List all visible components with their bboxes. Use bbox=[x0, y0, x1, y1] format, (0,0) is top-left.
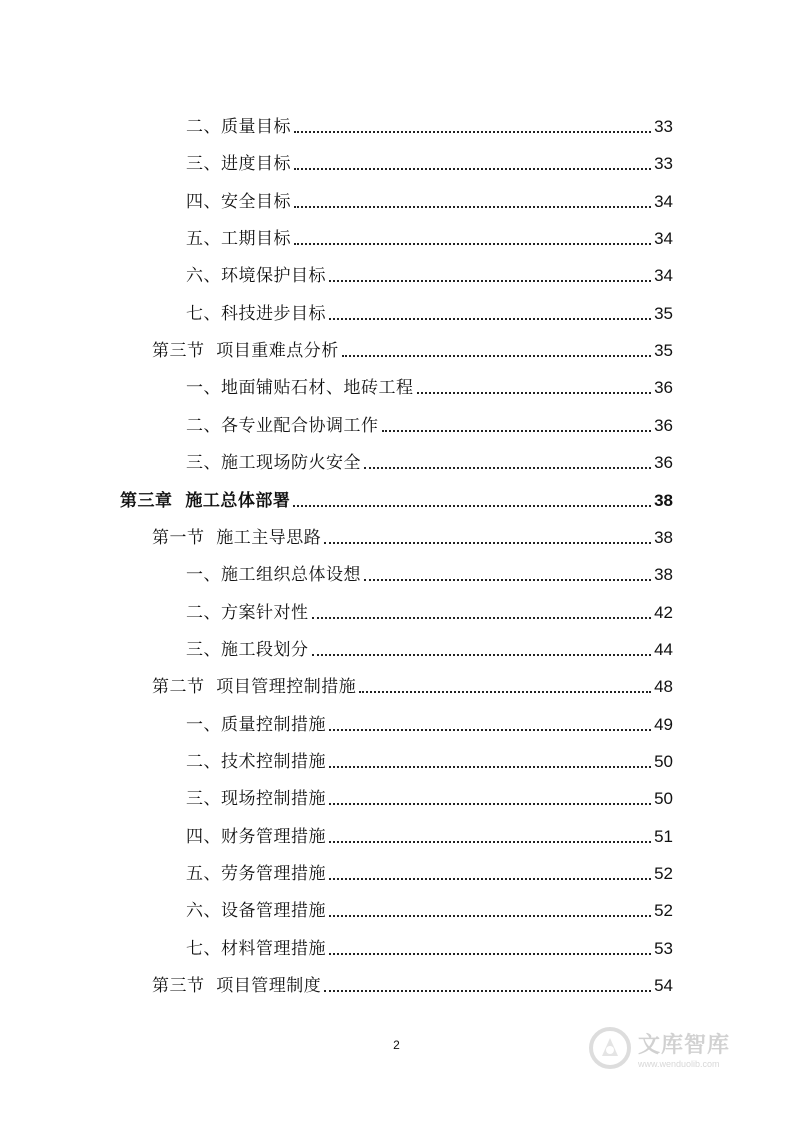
toc-entry-page: 52 bbox=[654, 901, 673, 921]
toc-entry-title: 六、设备管理措施 bbox=[186, 901, 326, 922]
toc-entry-page: 53 bbox=[654, 938, 673, 958]
toc-entry-title: 三、施工段划分 bbox=[186, 639, 309, 660]
toc-entry-title: 二、各专业配合协调工作 bbox=[186, 415, 379, 436]
toc-entry-page: 54 bbox=[654, 976, 673, 996]
toc-dot-leader bbox=[329, 766, 651, 768]
toc-dot-leader bbox=[294, 131, 651, 133]
toc-entry[interactable] bbox=[186, 250, 673, 287]
toc-entry[interactable] bbox=[152, 661, 673, 698]
toc-entry[interactable] bbox=[186, 699, 673, 736]
toc-entry[interactable] bbox=[120, 475, 673, 512]
toc-entry-title: 五、劳务管理措施 bbox=[186, 864, 326, 884]
toc-entry-title: 三、进度目标 bbox=[186, 154, 291, 175]
toc-entry-page: 38 bbox=[654, 527, 673, 547]
toc-entry[interactable] bbox=[186, 101, 673, 138]
toc-entry-page: 52 bbox=[654, 864, 673, 883]
toc-dot-leader bbox=[329, 915, 651, 917]
toc-entry-page: 50 bbox=[654, 751, 673, 771]
toc-entry[interactable] bbox=[186, 176, 673, 213]
toc-entry-title: 五、工期目标 bbox=[186, 229, 291, 250]
toc-dot-leader bbox=[312, 654, 652, 656]
toc-entry-title: 一、质量控制措施 bbox=[186, 714, 326, 735]
toc-entry[interactable] bbox=[152, 325, 673, 362]
toc-dot-leader bbox=[324, 990, 651, 992]
toc-entry-title: 四、财务管理措施 bbox=[186, 826, 326, 847]
toc-entry-title: 二、质量目标 bbox=[186, 117, 291, 137]
toc-entry-page: 38 bbox=[654, 490, 673, 510]
toc-entry-page: 36 bbox=[654, 453, 673, 473]
toc-entry-title: 三、施工现场防火安全 bbox=[186, 453, 361, 474]
toc-entry-page: 34 bbox=[654, 266, 673, 286]
toc-entry-page: 48 bbox=[654, 677, 673, 697]
toc-entry-page: 33 bbox=[654, 117, 673, 136]
toc-entry-page: 50 bbox=[654, 789, 673, 809]
toc-entry[interactable] bbox=[186, 811, 673, 848]
toc-entry-page: 33 bbox=[654, 154, 673, 174]
toc-entry-page: 35 bbox=[654, 303, 673, 323]
toc-entry-title: 第三节 项目重难点分析 bbox=[152, 341, 339, 362]
toc-dot-leader bbox=[324, 542, 651, 544]
toc-entry[interactable] bbox=[186, 885, 673, 922]
toc-entry[interactable] bbox=[186, 437, 673, 474]
toc-entry[interactable] bbox=[186, 400, 673, 437]
toc-entry-page: 36 bbox=[654, 378, 673, 398]
toc-dot-leader bbox=[329, 953, 651, 955]
toc-entry-page: 38 bbox=[654, 565, 673, 585]
toc-entry-page: 49 bbox=[654, 714, 673, 734]
toc-entry[interactable] bbox=[186, 288, 673, 325]
watermark bbox=[588, 1022, 778, 1074]
toc-dot-leader bbox=[329, 318, 651, 320]
watermark-logo-icon bbox=[588, 1026, 632, 1070]
toc-entry-title: 三、现场控制措施 bbox=[186, 789, 326, 810]
toc-entry-title: 一、地面铺贴石材、地砖工程 bbox=[186, 378, 414, 399]
toc-entry-page: 35 bbox=[654, 341, 673, 361]
page-number: 2 bbox=[393, 1038, 400, 1052]
toc-dot-leader bbox=[382, 430, 652, 432]
watermark-url: www.wenduolib.com bbox=[638, 1058, 720, 1069]
toc-entry-page: 34 bbox=[654, 229, 673, 249]
toc-dot-leader bbox=[329, 878, 651, 880]
toc-dot-leader bbox=[329, 803, 651, 805]
toc-entry-title: 四、安全目标 bbox=[186, 191, 291, 212]
toc-dot-leader bbox=[364, 579, 651, 581]
toc-entry[interactable] bbox=[186, 848, 673, 885]
toc-entry-title: 二、方案针对性 bbox=[186, 602, 309, 623]
toc-entry[interactable] bbox=[186, 138, 673, 175]
toc-entry-page: 44 bbox=[654, 639, 673, 659]
toc-dot-leader bbox=[342, 355, 651, 357]
toc-entry-title: 六、环境保护目标 bbox=[186, 266, 326, 287]
toc-entry[interactable] bbox=[186, 923, 673, 960]
toc-dot-leader bbox=[312, 617, 652, 619]
toc-entry-title: 一、施工组织总体设想 bbox=[186, 565, 361, 586]
toc-dot-leader bbox=[359, 691, 651, 693]
toc-dot-leader bbox=[294, 168, 651, 170]
toc-dot-leader bbox=[293, 505, 651, 507]
toc-entry-page: 34 bbox=[654, 191, 673, 211]
toc-dot-leader bbox=[417, 392, 652, 394]
toc-entry-title: 第三章 施工总体部署 bbox=[120, 490, 291, 511]
toc-dot-leader bbox=[294, 206, 651, 208]
toc-dot-leader bbox=[329, 729, 651, 731]
toc-entry-title: 第二节 项目管理控制措施 bbox=[152, 677, 357, 698]
toc-dot-leader bbox=[329, 841, 651, 843]
toc-entry-title: 七、材料管理措施 bbox=[186, 938, 326, 959]
toc-entry-title: 二、技术控制措施 bbox=[186, 751, 326, 772]
toc-entry[interactable] bbox=[186, 736, 673, 773]
toc-entry-title: 第三节 项目管理制度 bbox=[152, 976, 322, 997]
toc-entry[interactable] bbox=[186, 587, 673, 624]
toc-entry[interactable] bbox=[186, 362, 673, 399]
toc-entry-page: 42 bbox=[654, 602, 673, 622]
toc-dot-leader bbox=[294, 243, 651, 245]
toc-entry[interactable] bbox=[152, 512, 673, 549]
toc-entry[interactable] bbox=[186, 213, 673, 250]
toc-dot-leader bbox=[364, 467, 651, 469]
toc-entry[interactable] bbox=[186, 549, 673, 586]
toc-entry[interactable] bbox=[186, 624, 673, 661]
toc-dot-leader bbox=[329, 280, 651, 282]
toc-entry[interactable] bbox=[152, 960, 673, 997]
toc-entry-page: 51 bbox=[654, 826, 673, 846]
toc-entry-title: 七、科技进步目标 bbox=[186, 303, 326, 324]
toc-entry-title: 第一节 施工主导思路 bbox=[152, 527, 322, 548]
toc-entry-page: 36 bbox=[654, 415, 673, 435]
toc-entry[interactable] bbox=[186, 773, 673, 810]
watermark-name: 文库智库 bbox=[638, 1032, 731, 1058]
